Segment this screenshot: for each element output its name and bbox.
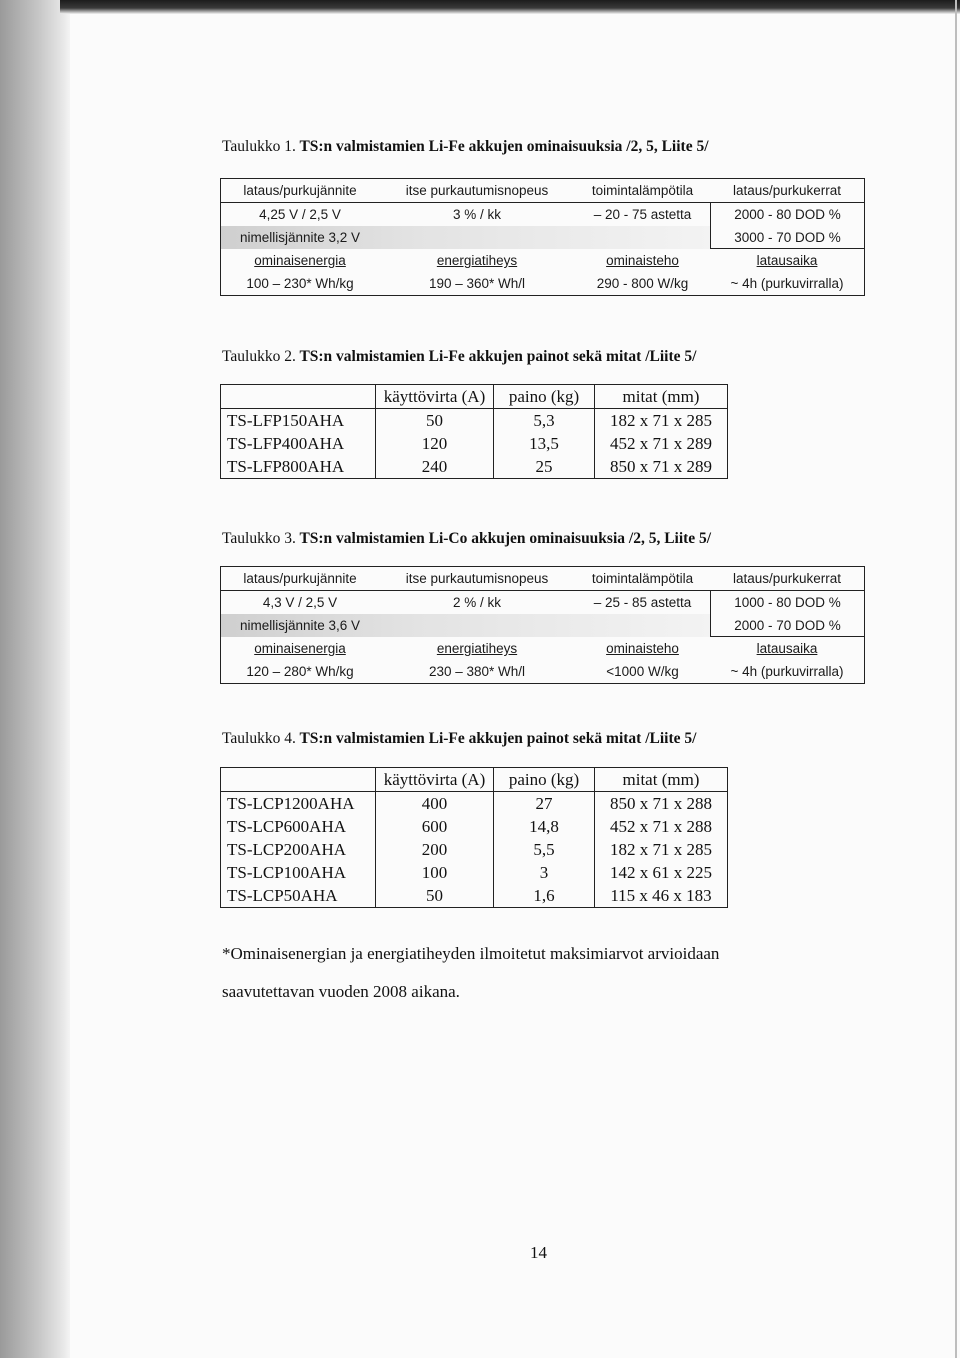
table4 — [220, 767, 728, 908]
table2-caption — [222, 348, 696, 366]
table3-header-cell: toimintalämpötila — [591, 571, 694, 586]
table1-cell: 4,25 V / 2,5 V — [259, 207, 341, 222]
table4-cell: 100 — [376, 861, 494, 884]
table-row — [221, 838, 728, 861]
table1-cell: 3 % / kk — [452, 207, 501, 222]
table4-cell: 400 — [376, 792, 494, 816]
table4-cell: 27 — [494, 792, 595, 816]
table4-cell: 14,8 — [494, 815, 595, 838]
table3-header-cell: latausaika — [756, 641, 818, 656]
scan-top-shadow — [60, 0, 960, 14]
table3-cell: 2 % / kk — [452, 595, 501, 610]
table1-row — [221, 203, 864, 226]
table1-header-row — [221, 179, 864, 203]
scan-edge — [0, 0, 70, 1358]
table1-header-cell: latausaika — [756, 253, 818, 268]
table-row — [221, 432, 728, 455]
table1-cell: ~ 4h (purkuvirralla) — [730, 276, 844, 291]
table4-cell: 452 x 71 x 288 — [595, 815, 728, 838]
table4-header-cell: mitat (mm) — [595, 768, 728, 792]
table4-cell: 50 — [376, 884, 494, 908]
footnote — [222, 935, 719, 1011]
page-number: 14 — [530, 1243, 547, 1262]
table3-header-cell: lataus/purkujännite — [243, 571, 357, 586]
table-row — [221, 409, 728, 433]
table1-caption — [222, 138, 709, 156]
table3-row — [221, 614, 864, 637]
table2-caption-text: TS:n valmistamien Li-Fe akkujen painot sekä mitat /Liite 5/ — [299, 348, 697, 365]
table2-cell: TS-LFP800AHA — [221, 455, 376, 479]
table1-cell: 190 – 360* Wh/l — [428, 276, 526, 291]
footnote-line: saavutettavan vuoden 2008 aikana. — [222, 982, 460, 1001]
table3-row — [221, 591, 864, 614]
table3-header-cell: ominaisteho — [606, 641, 679, 656]
table4-header-cell: käyttövirta (A) — [376, 768, 494, 792]
table1-cell: 290 - 800 W/kg — [596, 276, 689, 291]
table4-cell: 3 — [494, 861, 595, 884]
table4-cell: TS-LCP100AHA — [221, 861, 376, 884]
table-row — [221, 815, 728, 838]
table2-header-cell: paino (kg) — [494, 385, 595, 409]
table3-caption-text: TS:n valmistamien Li-Co akkujen ominaisuuksia /2, 5, Liite 5/ — [299, 530, 712, 547]
table3-header-cell: energiatiheys — [436, 641, 518, 656]
table1-cell: nimellisjännite 3,2 V — [239, 230, 361, 245]
table4-cell: 200 — [376, 838, 494, 861]
table4-header-cell — [221, 768, 376, 792]
table4-header-row — [221, 768, 728, 792]
table2-cell: TS-LFP150AHA — [221, 409, 376, 433]
table1-header-cell: ominaisenergia — [254, 253, 346, 268]
table-row — [221, 861, 728, 884]
footnote-line: *Ominaisenergian ja energiatiheyden ilmoitetut maksimiarvot arvioidaan — [222, 944, 720, 963]
table1-cell: 2000 - 80 DOD % — [710, 203, 864, 226]
table3-cell: <1000 W/kg — [606, 664, 679, 679]
table1-caption-label: Taulukko 1. — [222, 138, 296, 155]
table1-header-cell: ominaisteho — [606, 253, 679, 268]
table-row — [221, 455, 728, 479]
table3-cell: 2000 - 70 DOD % — [710, 614, 864, 637]
table-row — [221, 792, 728, 816]
table1-row — [221, 272, 864, 295]
table4-cell: 182 x 71 x 285 — [595, 838, 728, 861]
table2-cell: 50 — [376, 409, 494, 433]
table3-cell: 230 – 380* Wh/l — [428, 664, 526, 679]
table2-header-cell: mitat (mm) — [595, 385, 728, 409]
table3-row — [221, 660, 864, 683]
table2-cell: 182 x 71 x 285 — [595, 409, 728, 433]
table4-cell: 1,6 — [494, 884, 595, 908]
table4-cell: TS-LCP50AHA — [221, 884, 376, 908]
table4-cell: TS-LCP1200AHA — [221, 792, 376, 816]
table3-cell: 120 – 280* Wh/kg — [246, 664, 354, 679]
table2-cell: 13,5 — [494, 432, 595, 455]
table4-cell: TS-LCP600AHA — [221, 815, 376, 838]
table3-caption-label: Taulukko 3. — [222, 530, 296, 547]
table1-header-row-2 — [221, 249, 864, 272]
table3-header-cell: itse purkautumisnopeus — [405, 571, 549, 586]
table2-caption-label: Taulukko 2. — [222, 348, 296, 365]
table4-cell: 5,5 — [494, 838, 595, 861]
table2-header-cell: käyttövirta (A) — [376, 385, 494, 409]
table4-cell: 850 x 71 x 288 — [595, 792, 728, 816]
table2-cell: 240 — [376, 455, 494, 479]
table4-caption-label: Taulukko 4. — [222, 730, 296, 747]
table1-caption-text: TS:n valmistamien Li-Fe akkujen ominaisuuksia /2, 5, Liite 5/ — [299, 138, 709, 155]
table3-cell: ~ 4h (purkuvirralla) — [730, 664, 844, 679]
table2-cell: 452 x 71 x 289 — [595, 432, 728, 455]
table1-header-cell: lataus/purkukerrat — [732, 183, 842, 198]
table3-header-cell: lataus/purkukerrat — [732, 571, 842, 586]
table4-header-cell: paino (kg) — [494, 768, 595, 792]
table3-cell: 4,3 V / 2,5 V — [262, 595, 338, 610]
table2-cell: 25 — [494, 455, 595, 479]
table3-caption — [222, 530, 711, 548]
table1-header-cell: itse purkautumisnopeus — [405, 183, 549, 198]
table4-cell: 600 — [376, 815, 494, 838]
scan-right-line — [955, 0, 957, 1358]
table2 — [220, 384, 728, 479]
table2-cell: 850 x 71 x 289 — [595, 455, 728, 479]
table3-header-row-2 — [221, 637, 864, 660]
table-row — [221, 884, 728, 908]
table3-header-row — [221, 567, 864, 591]
table1-header-cell: energiatiheys — [436, 253, 518, 268]
table1-cell: – 20 - 75 astetta — [593, 207, 692, 222]
table1-row — [221, 226, 864, 249]
table1-cell: 3000 - 70 DOD % — [710, 226, 864, 249]
table2-header-cell — [221, 385, 376, 409]
table1 — [220, 178, 865, 296]
table3 — [220, 566, 865, 684]
table2-cell: TS-LFP400AHA — [221, 432, 376, 455]
table3-cell: – 25 - 85 astetta — [593, 595, 692, 610]
table4-caption-text: TS:n valmistamien Li-Fe akkujen painot sekä mitat /Liite 5/ — [299, 730, 697, 747]
table4-cell: TS-LCP200AHA — [221, 838, 376, 861]
table4-cell: 142 x 61 x 225 — [595, 861, 728, 884]
table2-cell: 120 — [376, 432, 494, 455]
table3-cell: nimellisjännite 3,6 V — [239, 618, 361, 633]
table3-header-cell: ominaisenergia — [254, 641, 346, 656]
table2-header-row — [221, 385, 728, 409]
table2-cell: 5,3 — [494, 409, 595, 433]
table1-header-cell: lataus/purkujännite — [243, 183, 357, 198]
table4-caption — [222, 730, 696, 748]
table3-cell: 1000 - 80 DOD % — [710, 591, 864, 614]
table1-header-cell: toimintalämpötila — [591, 183, 694, 198]
table4-cell: 115 x 46 x 183 — [595, 884, 728, 908]
table1-cell: 100 – 230* Wh/kg — [246, 276, 354, 291]
